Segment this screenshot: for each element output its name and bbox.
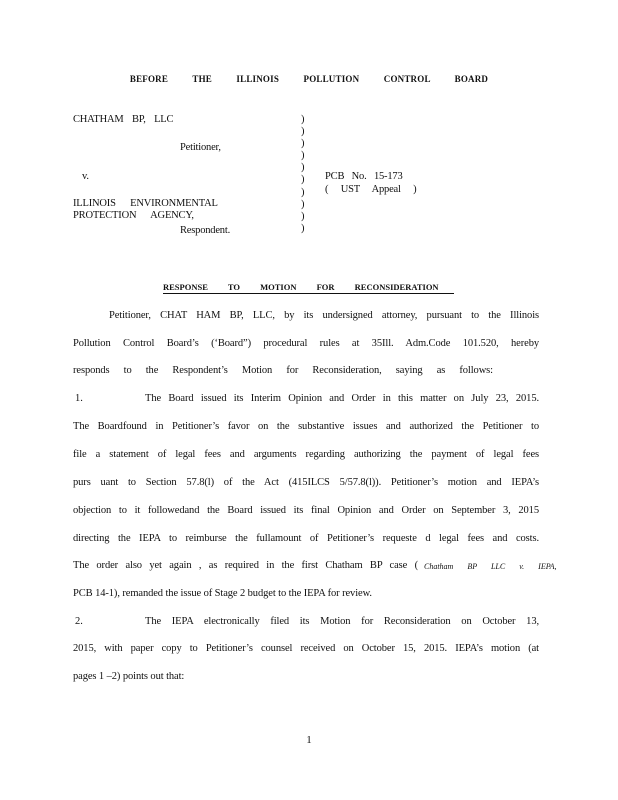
court-heading: BEFORE THE ILLINOIS POLLUTION CONTROL BOARD xyxy=(129,74,489,84)
case-number: PCB No. 15-173 xyxy=(325,171,403,182)
paragraph-1-line: objection to it followedand the Board issued its final Opinion and Order on September 3, 2015 xyxy=(73,505,539,516)
paragraph-1-line: directing the IEPA to reimburse the fullamount of Petitioner’s requeste d legal fees and costs. xyxy=(73,533,539,544)
paragraph-2-line: 2015, with paper copy to Petitioner’s counsel received on October 15, 2015. IEPA’s motion (at xyxy=(73,643,539,654)
respondent-name-line2: PROTECTION AGENCY, xyxy=(73,210,194,221)
paragraph-1-first-line: The Board issued its Interim Opinion and Order in this matter on July 23, 2015. xyxy=(145,393,539,404)
paragraph-1-line: purs uant to Section 57.8(l) of the Act (415ILCS 5/57.8(l)). Petitioner’s motion and IEPA’s xyxy=(73,477,539,488)
document-title: RESPONSE TO MOTION FOR RECONSIDERATION xyxy=(163,282,454,294)
paragraph-2-last-line: pages 1 –2) points out that: xyxy=(73,671,185,682)
intro-line: Pollution Control Board’s (‘Board”) procedural rules at 35Ill. Adm.Code 101.520, hereby xyxy=(73,338,539,349)
case-type: ( UST Appeal ) xyxy=(325,184,417,195)
intro-line: responds to the Respondent’s Motion for Reconsideration, saying as follows: xyxy=(73,365,493,376)
paragraph-1-number: 1. xyxy=(75,393,83,404)
case-citation: Chatham BP LLC v. IEPA, xyxy=(424,562,557,571)
paragraph-2-first-line: The IEPA electronically filed its Motion for Reconsideration on October 13, xyxy=(145,616,539,627)
paragraph-1-line: The Boardfound in Petitioner’s favor on the substantive issues and authorized the Petitioner to xyxy=(73,421,539,432)
paragraph-1-line: The order also yet again , as required in the first Chatham BP case ( xyxy=(73,560,418,571)
petitioner-name: CHATHAM BP, LLC xyxy=(73,114,174,125)
respondent-name-line1: ILLINOIS ENVIRONMENTAL xyxy=(73,198,218,209)
intro-line: Petitioner, CHAT HAM BP, LLC, by its undersigned attorney, pursuant to the Illinois xyxy=(109,310,539,321)
petitioner-label: Petitioner, xyxy=(180,142,221,153)
caption-parens: ) ) ) ) ) ) ) ) ) ) xyxy=(301,114,305,234)
paragraph-1-last-line: PCB 14-1), remanded the issue of Stage 2 budget to the IEPA for review. xyxy=(73,588,372,599)
paragraph-2-number: 2. xyxy=(75,616,83,627)
page-number: 1 xyxy=(306,734,312,746)
respondent-label: Respondent. xyxy=(180,225,231,236)
paragraph-1-line: file a statement of legal fees and arguments regarding authorizing the payment of legal fees xyxy=(73,449,539,460)
versus-label: v. xyxy=(82,171,89,182)
